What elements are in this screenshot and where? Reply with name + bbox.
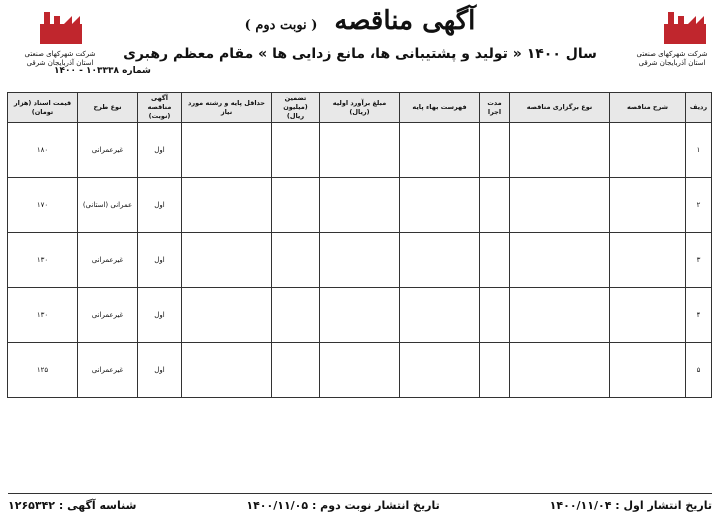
column-header: مدت اجرا <box>480 93 510 123</box>
notice-number: شماره ۱۰۳۳۳۸ - ۱۴۰۰ <box>54 66 151 76</box>
cell-price: ۱۲۵ <box>8 343 78 398</box>
cell-notice: اول <box>138 288 182 343</box>
cell <box>182 233 272 288</box>
cell <box>510 233 610 288</box>
org-name-left: شرکت شهرکهای صنعتی استان آذربایجان شرقی <box>24 50 96 67</box>
table-row <box>8 233 712 288</box>
title-text: آگهی مناقصه <box>334 6 476 36</box>
cell-price: ۱۷۰ <box>8 178 78 233</box>
cell <box>510 178 610 233</box>
cell <box>510 288 610 343</box>
footer-bar <box>8 493 712 516</box>
cell-idx: ۲ <box>686 178 712 233</box>
cell <box>182 123 272 178</box>
cell <box>320 178 400 233</box>
cell-notice: اول <box>138 178 182 233</box>
cell-idx: ۱ <box>686 123 712 178</box>
cell <box>610 343 686 398</box>
ad-id: شناسه آگهی : ۱۲۶۵۳۴۲ <box>8 498 137 512</box>
cell <box>610 233 686 288</box>
cell <box>400 288 480 343</box>
column-header: حداقل پایه و رشته مورد نیاز <box>182 93 272 123</box>
cell <box>400 178 480 233</box>
cell <box>272 123 320 178</box>
column-header: فهرست بهاء پایه <box>400 93 480 123</box>
cell-price: ۱۳۰ <box>8 288 78 343</box>
column-header: آگهی مناقصه (نوبت) <box>138 93 182 123</box>
cell <box>400 123 480 178</box>
page-subtitle: سال ۱۴۰۰ « تولید و پشتیبانی ها، مانع زدایی ها » مقام معظم رهبری <box>123 46 597 62</box>
column-header: نوع برگزاری مناقصه <box>510 93 610 123</box>
header <box>8 6 712 92</box>
column-header: ردیف <box>686 93 712 123</box>
page-title <box>8 6 712 36</box>
cell <box>610 288 686 343</box>
table-row <box>8 288 712 343</box>
table-header-row <box>8 93 712 123</box>
cell-price: ۱۳۰ <box>8 233 78 288</box>
cell-plan: عمرانی (استانی) <box>78 178 138 233</box>
cell <box>272 288 320 343</box>
column-header: تضمین (میلیون ریال) <box>272 93 320 123</box>
table-row <box>8 123 712 178</box>
cell <box>480 233 510 288</box>
cell <box>400 343 480 398</box>
column-header: نوع طرح <box>78 93 138 123</box>
cell <box>610 123 686 178</box>
cell-idx: ۵ <box>686 343 712 398</box>
cell <box>480 343 510 398</box>
cell <box>272 343 320 398</box>
tender-table <box>7 92 712 398</box>
cell <box>182 178 272 233</box>
second-publish-date: تاریخ انتشار نوبت دوم : ۱۴۰۰/۱۱/۰۵ <box>246 498 440 512</box>
cell-plan: غیرعمرانی <box>78 233 138 288</box>
table-row <box>8 178 712 233</box>
cell <box>480 288 510 343</box>
cell-notice: اول <box>138 343 182 398</box>
round-badge: ( نوبت دوم ) <box>244 18 318 33</box>
table-body <box>8 123 712 398</box>
table-row <box>8 343 712 398</box>
cell <box>480 178 510 233</box>
cell <box>320 343 400 398</box>
cell-plan: غیرعمرانی <box>78 343 138 398</box>
cell-idx: ۳ <box>686 233 712 288</box>
first-publish-date: تاریخ انتشار اول : ۱۴۰۰/۱۱/۰۴ <box>549 498 712 512</box>
cell-plan: غیرعمرانی <box>78 123 138 178</box>
cell <box>272 233 320 288</box>
column-header: مبلغ برآورد اولیه (ریال) <box>320 93 400 123</box>
cell <box>510 123 610 178</box>
cell-plan: غیرعمرانی <box>78 288 138 343</box>
cell <box>510 343 610 398</box>
cell <box>400 233 480 288</box>
org-name-right: شرکت شهرکهای صنعتی استان آذربایجان شرقی <box>636 50 708 67</box>
cell <box>272 178 320 233</box>
cell <box>610 178 686 233</box>
column-header: شرح مناقصه <box>610 93 686 123</box>
cell-notice: اول <box>138 123 182 178</box>
cell-price: ۱۸۰ <box>8 123 78 178</box>
cell <box>182 343 272 398</box>
cell-idx: ۴ <box>686 288 712 343</box>
cell <box>480 123 510 178</box>
cell-notice: اول <box>138 233 182 288</box>
column-header: قیمت اسناد (هزار تومان) <box>8 93 78 123</box>
cell <box>320 123 400 178</box>
cell <box>182 288 272 343</box>
cell <box>320 233 400 288</box>
cell <box>320 288 400 343</box>
